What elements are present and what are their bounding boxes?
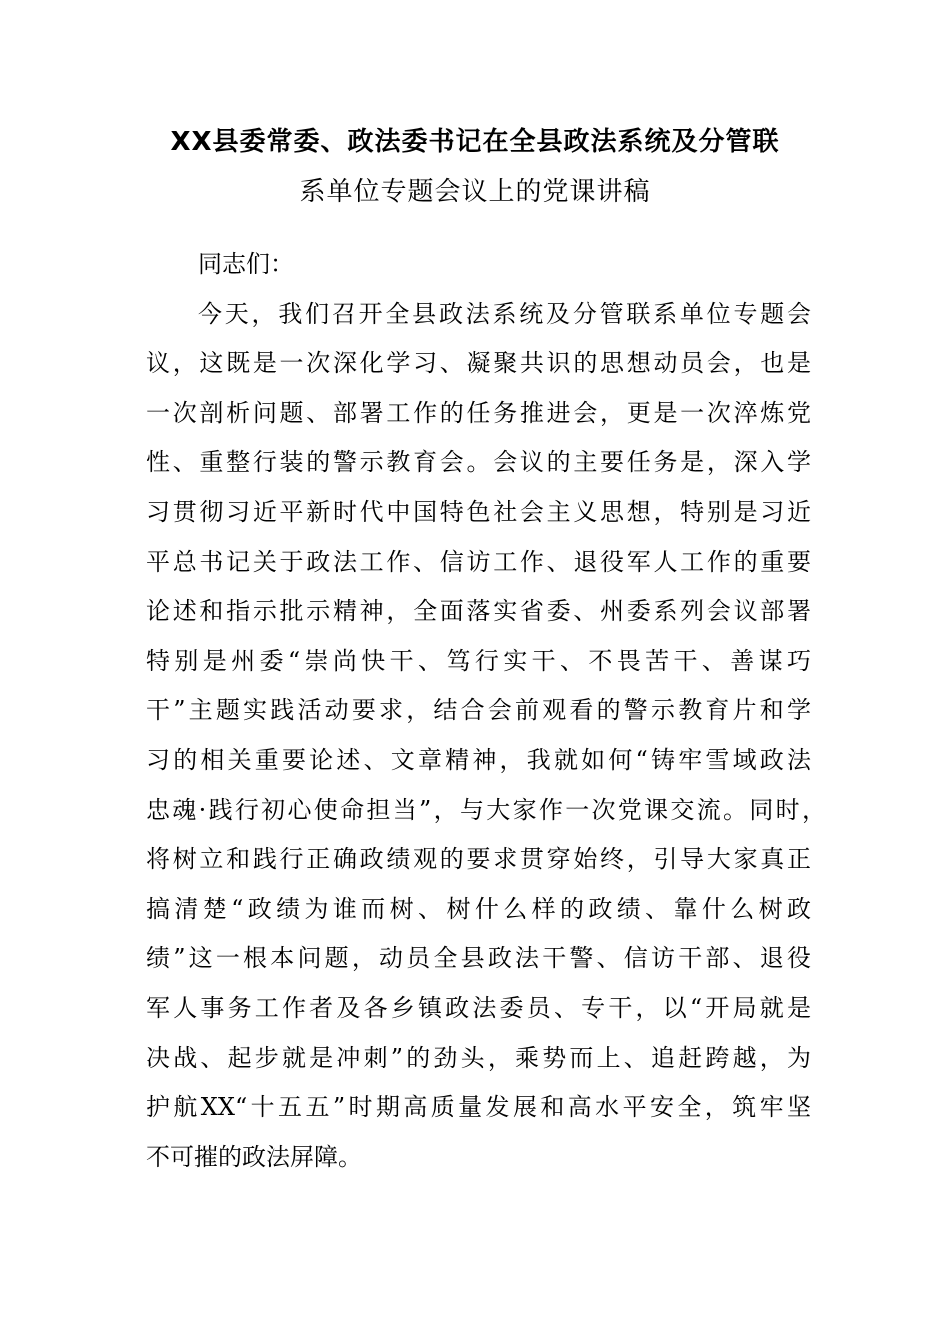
paragraph-line: 特别是州委“崇尚快干、笃行实干、不畏苦干、善谋巧 <box>146 646 811 675</box>
paragraph-line: 干”主题实践活动要求，结合会前观看的警示教育片和学 <box>146 696 811 725</box>
paragraph-line: 军人事务工作者及各乡镇政法委员、专干，以“开局就是 <box>146 993 811 1022</box>
title-line-2: 系单位专题会议上的党课讲稿 <box>299 177 651 207</box>
paragraph-line: 将树立和践行正确政绩观的要求贯穿始终，引导大家真正 <box>146 845 811 874</box>
paragraph-line: 护航XX“十五五”时期高质量发展和高水平安全，筑牢坚 <box>146 1093 811 1122</box>
paragraph-line: 议，这既是一次深化学习、凝聚共识的思想动员会，也是 <box>146 349 811 378</box>
document-body <box>146 240 826 1182</box>
paragraph-line: 性、重整行装的警示教育会。会议的主要任务是，深入学 <box>146 448 811 477</box>
paragraph-line: 不可摧的政法屏障。 <box>146 1142 362 1171</box>
paragraph-line: 论述和指示批示精神，全面落实省委、州委系列会议部署 <box>146 597 811 626</box>
paragraph-line: 平总书记关于政法工作、信访工作、退役军人工作的重要 <box>146 547 811 576</box>
salutation: 同志们： <box>198 250 294 278</box>
paragraph-line: 忠魂·践行初心使命担当”，与大家作一次党课交流。同时， <box>146 795 826 824</box>
title-line-1: XX县委常委、政法委书记在全县政法系统及分管联 <box>170 127 780 157</box>
document-title <box>0 117 950 217</box>
paragraph-line: 习的相关重要论述、文章精神，我就如何“铸牢雪域政法 <box>146 745 811 774</box>
paragraph-line: 一次剖析问题、部署工作的任务推进会，更是一次淬炼党 <box>146 398 811 427</box>
paragraph <box>146 290 826 1183</box>
paragraph-line: 搞清楚“政绩为谁而树、树什么样的政绩、靠什么树政 <box>146 894 811 923</box>
paragraph-line: 习贯彻习近平新时代中国特色社会主义思想，特别是习近 <box>146 497 811 526</box>
paragraph-line: 决战、起步就是冲刺”的劲头，乘势而上、追赶跨越，为 <box>146 1043 811 1072</box>
paragraph-line: 今天，我们召开全县政法系统及分管联系单位专题会 <box>198 299 811 328</box>
paragraph-line: 绩”这一根本问题，动员全县政法干警、信访干部、退役 <box>146 944 811 973</box>
